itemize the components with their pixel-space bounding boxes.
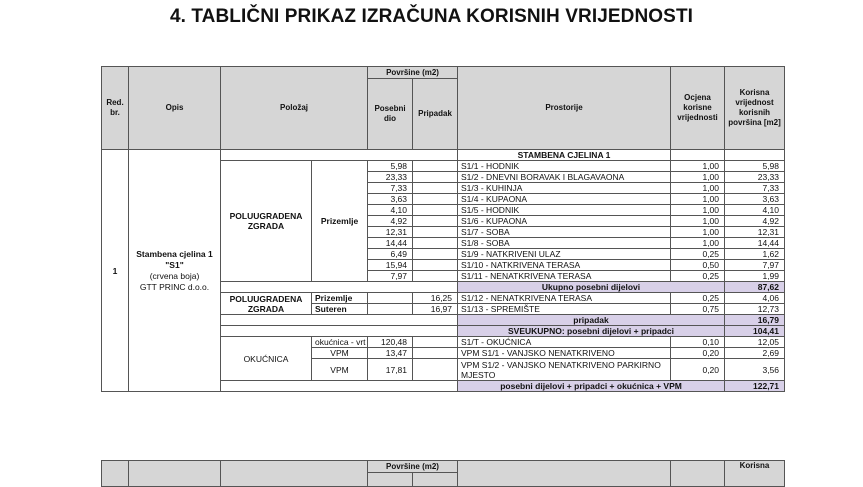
- pripadak-name: S1/13 - SPREMIŠTE: [458, 304, 671, 315]
- pripadak-total-label: pripadak: [458, 315, 725, 326]
- final-value: 122,71: [725, 381, 785, 392]
- room-value: 4,10: [725, 205, 785, 216]
- okucnica-value: 2,69: [725, 348, 785, 359]
- room-area: 15,94: [368, 260, 413, 271]
- okucnica-sub: VPM: [312, 348, 368, 359]
- zgrada-label: POLUUGRADENA ZGRADA: [221, 161, 312, 282]
- header-korisna: Korisna vrijednost korisnih površina [m2]: [725, 67, 785, 150]
- room-coef: 1,00: [671, 205, 725, 216]
- room-coef: 1,00: [671, 227, 725, 238]
- room-coef: 1,00: [671, 161, 725, 172]
- room-coef: 1,00: [671, 172, 725, 183]
- okucnica-name: S1/T - OKUĆNICA: [458, 337, 671, 348]
- pripadak-level: Suteren: [312, 304, 368, 315]
- second-table: [101, 460, 784, 487]
- room-area: 7,97: [368, 271, 413, 282]
- okucnica-area: 17,81: [368, 359, 413, 381]
- opis-line4: GTT PRINC d.o.o.: [139, 281, 210, 292]
- okucnica-name: VPM S1/2 - VANJSKO NENATKRIVENO PARKIRNO MJESTO: [458, 359, 671, 381]
- room-area: 3,63: [368, 194, 413, 205]
- header-polozaj: Položaj: [221, 67, 368, 150]
- room-name: S1/3 - KUHINJA: [458, 183, 671, 194]
- room-name: S1/8 - SOBA: [458, 238, 671, 249]
- okucnica-label: OKUĆNICA: [221, 337, 312, 381]
- room-value: 7,33: [725, 183, 785, 194]
- room-name: S1/6 - KUPAONA: [458, 216, 671, 227]
- prizemlje-label: Prizemlje: [312, 161, 368, 282]
- room-coef: 0,50: [671, 260, 725, 271]
- room-name: S1/2 - DNEVNI BORAVAK I BLAGAVAONA: [458, 172, 671, 183]
- room-area: 5,98: [368, 161, 413, 172]
- page-title: 4. TABLIČNI PRIKAZ IZRAČUNA KORISNIH VRIJEDNOSTI: [169, 6, 694, 27]
- room-area: 4,92: [368, 216, 413, 227]
- room-value: 1,99: [725, 271, 785, 282]
- opis-line3: (crvena boja): [149, 270, 200, 281]
- valuation-table: [101, 66, 784, 392]
- pripadak-area: 16,97: [413, 304, 458, 315]
- room-value: 12,31: [725, 227, 785, 238]
- final-label: posebni dijelovi + pripadci + okućnica + VPM: [458, 381, 725, 392]
- room-value: 4,92: [725, 216, 785, 227]
- room-name: S1/9 - NATKRIVENI ULAZ: [458, 249, 671, 260]
- opis-line1: Stambena cjelina 1: [136, 248, 213, 259]
- okucnica-sub: okućnica - vrt: [312, 337, 368, 348]
- room-name: S1/10 - NATKRIVENA TERASA: [458, 260, 671, 271]
- room-name: S1/1 - HODNIK: [458, 161, 671, 172]
- room-coef: 0,25: [671, 249, 725, 260]
- room-area: 7,33: [368, 183, 413, 194]
- pripadak-name: S1/12 - NENATKRIVENA TERASA: [458, 293, 671, 304]
- header-prostorije: Prostorije: [458, 67, 671, 150]
- room-value: 1,62: [725, 249, 785, 260]
- room-coef: 1,00: [671, 183, 725, 194]
- header-opis: Opis: [129, 67, 221, 150]
- okucnica-coef: 0,20: [671, 359, 725, 381]
- room-area: 12,31: [368, 227, 413, 238]
- pripadak-total-value: 16,79: [725, 315, 785, 326]
- ukupno-value: 87,62: [725, 282, 785, 293]
- room-value: 23,33: [725, 172, 785, 183]
- room-coef: 1,00: [671, 194, 725, 205]
- header-pripadak: Pripadak: [413, 79, 458, 150]
- ukupno-label: Ukupno posebni dijelovi: [458, 282, 725, 293]
- header-posebni-dio: Posebni dio: [368, 79, 413, 150]
- okucnica-value: 12,05: [725, 337, 785, 348]
- opis-cell: [129, 150, 221, 392]
- room-area: 23,33: [368, 172, 413, 183]
- room-area: 4,10: [368, 205, 413, 216]
- room-area: 14,44: [368, 238, 413, 249]
- section-title: STAMBENA CJELINA 1: [458, 150, 671, 161]
- room-name: S1/5 - HODNIK: [458, 205, 671, 216]
- room-value: 3,63: [725, 194, 785, 205]
- room-name: S1/4 - KUPAONA: [458, 194, 671, 205]
- okucnica-coef: 0,10: [671, 337, 725, 348]
- pripadak-value: 4,06: [725, 293, 785, 304]
- second-header-povrsine: Površine (m2): [368, 461, 458, 473]
- okucnica-area: 120,48: [368, 337, 413, 348]
- sveukupno-label: SVEUKUPNO: posebni dijelovi + pripadci: [458, 326, 725, 337]
- header-ocjena: Ocjena korisne vrijednosti: [671, 67, 725, 150]
- red-br-cell: 1: [102, 150, 129, 392]
- opis-line2: "S1": [165, 259, 184, 270]
- room-value: 14,44: [725, 238, 785, 249]
- room-value: 5,98: [725, 161, 785, 172]
- room-area: 6,49: [368, 249, 413, 260]
- okucnica-sub: VPM: [312, 359, 368, 381]
- room-name: S1/7 - SOBA: [458, 227, 671, 238]
- room-name: S1/11 - NENATKRIVENA TERASA: [458, 271, 671, 282]
- pripadak-coef: 0,25: [671, 293, 725, 304]
- sveukupno-value: 104,41: [725, 326, 785, 337]
- okucnica-name: VPM S1/1 - VANJSKO NENATKRIVENO: [458, 348, 671, 359]
- okucnica-coef: 0,20: [671, 348, 725, 359]
- room-value: 7,97: [725, 260, 785, 271]
- zgrada-pripadci-label: POLUUGRADENA ZGRADA: [221, 293, 312, 315]
- header-red-br: Red. br.: [102, 67, 129, 150]
- room-coef: 0,25: [671, 271, 725, 282]
- header-povrsine: Površine (m2): [368, 67, 458, 79]
- room-coef: 1,00: [671, 216, 725, 227]
- pripadak-value: 12,73: [725, 304, 785, 315]
- pripadak-level: Prizemlje: [312, 293, 368, 304]
- room-coef: 1,00: [671, 238, 725, 249]
- okucnica-area: 13,47: [368, 348, 413, 359]
- pripadak-coef: 0,75: [671, 304, 725, 315]
- second-header-korisna: Korisna: [725, 461, 785, 487]
- pripadak-area: 16,25: [413, 293, 458, 304]
- okucnica-value: 3,56: [725, 359, 785, 381]
